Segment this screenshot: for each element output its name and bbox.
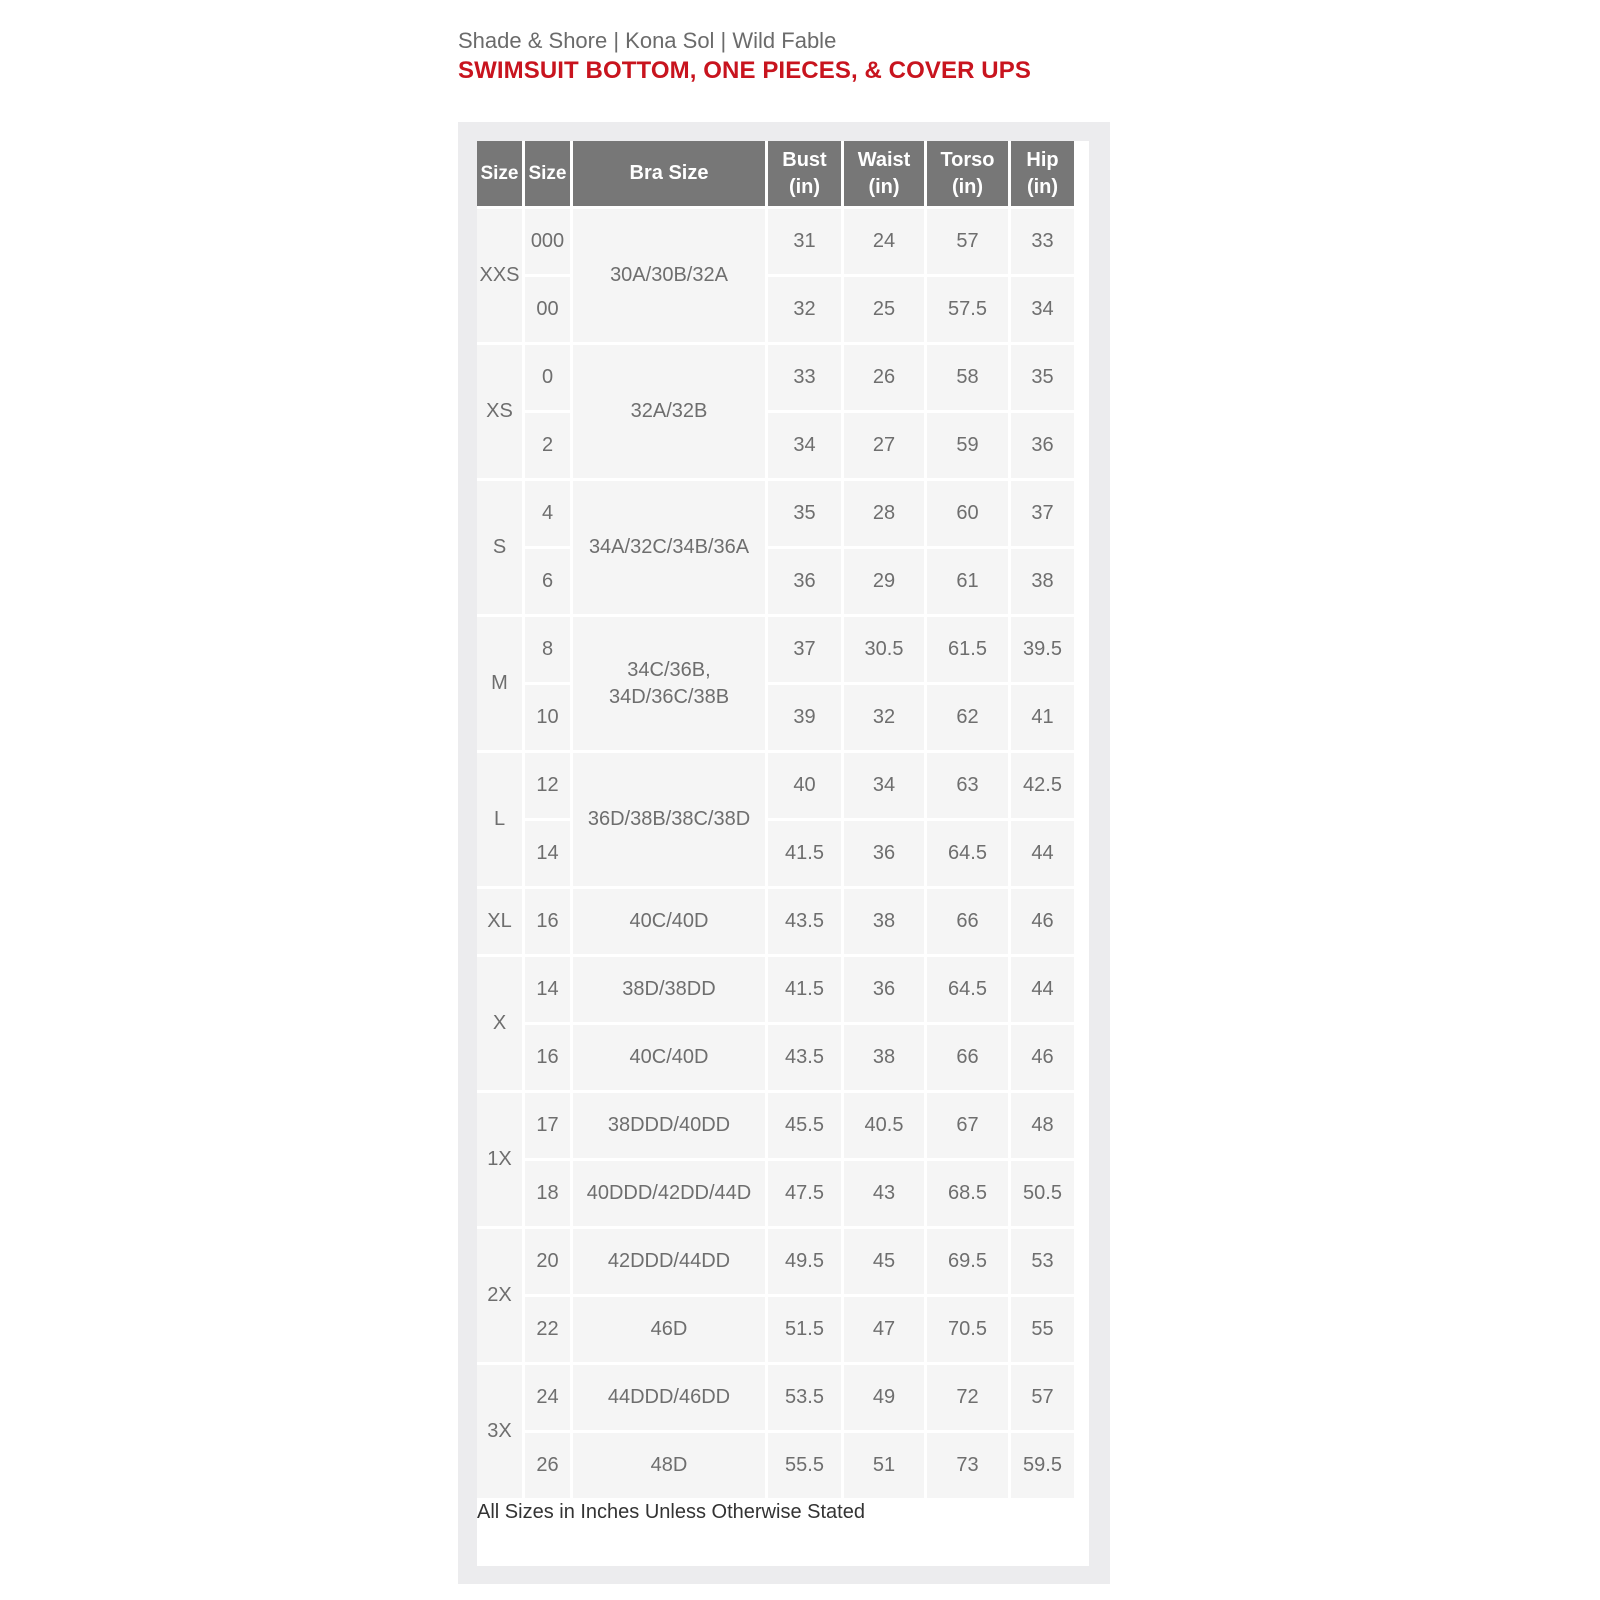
table-row [477,821,1074,886]
size-number-cell: 00 [525,277,570,342]
bust-cell: 32 [768,277,841,342]
hip-cell: 37 [1011,481,1074,546]
size-number-cell: 17 [525,1093,570,1158]
torso-cell: 59 [927,413,1008,478]
torso-cell: 61.5 [927,617,1008,682]
torso-cell: 58 [927,345,1008,410]
footnote: All Sizes in Inches Unless Otherwise Stated [477,1501,865,1523]
col-size-number-header: Size [525,141,570,206]
hip-cell: 44 [1011,957,1074,1022]
torso-cell: 62 [927,685,1008,750]
size-number-cell: 24 [525,1365,570,1430]
table-row [477,1093,1074,1158]
size-letter-cell: M [477,617,522,750]
col-bra-size-header: Bra Size [573,141,765,206]
waist-cell: 36 [844,821,924,886]
hip-cell: 41 [1011,685,1074,750]
size-letter-cell: 1X [477,1093,522,1226]
bra-size-cell: 38DDD/40DD [573,1093,765,1158]
bust-cell: 47.5 [768,1161,841,1226]
size-number-cell: 16 [525,1025,570,1090]
size-letter-cell: 2X [477,1229,522,1362]
size-chart-panel [458,122,1110,1584]
bust-cell: 40 [768,753,841,818]
size-number-cell: 8 [525,617,570,682]
table-body [477,209,1074,1498]
col-torso-header: Torso (in) [927,141,1008,206]
bust-cell: 41.5 [768,821,841,886]
size-number-cell: 16 [525,889,570,954]
bra-size-cell: 40C/40D [573,889,765,954]
size-letter-cell: L [477,753,522,886]
hip-cell: 55 [1011,1297,1074,1362]
table-row [477,957,1074,1022]
table-row [477,209,1074,274]
torso-cell: 60 [927,481,1008,546]
bust-cell: 43.5 [768,889,841,954]
waist-cell: 25 [844,277,924,342]
torso-cell: 69.5 [927,1229,1008,1294]
col-waist-header: Waist (in) [844,141,924,206]
size-number-cell: 14 [525,957,570,1022]
size-number-cell: 14 [525,821,570,886]
bra-size-cell: 38D/38DD [573,957,765,1022]
torso-cell: 64.5 [927,957,1008,1022]
hip-cell: 36 [1011,413,1074,478]
waist-cell: 51 [844,1433,924,1498]
col-bust-header: Bust (in) [768,141,841,206]
size-number-cell: 26 [525,1433,570,1498]
table-row [477,753,1074,818]
hip-cell: 44 [1011,821,1074,886]
bra-size-cell: 40DDD/42DD/44D [573,1161,765,1226]
hip-cell: 46 [1011,1025,1074,1090]
torso-cell: 64.5 [927,821,1008,886]
bra-size-cell: 34C/36B, 34D/36C/38B [573,617,765,750]
torso-cell: 73 [927,1433,1008,1498]
bust-cell: 51.5 [768,1297,841,1362]
size-number-cell: 4 [525,481,570,546]
waist-cell: 43 [844,1161,924,1226]
col-hip-header: Hip (in) [1011,141,1074,206]
waist-cell: 32 [844,685,924,750]
table-row [477,1365,1074,1430]
bra-size-cell: 42DDD/44DD [573,1229,765,1294]
waist-cell: 28 [844,481,924,546]
bust-cell: 39 [768,685,841,750]
bust-cell: 31 [768,209,841,274]
table-row [477,549,1074,614]
hip-cell: 34 [1011,277,1074,342]
size-number-cell: 000 [525,209,570,274]
waist-cell: 29 [844,549,924,614]
hip-cell: 33 [1011,209,1074,274]
size-letter-cell: XS [477,345,522,478]
size-letter-cell: S [477,481,522,614]
bust-cell: 34 [768,413,841,478]
waist-cell: 49 [844,1365,924,1430]
torso-cell: 66 [927,1025,1008,1090]
bust-cell: 43.5 [768,1025,841,1090]
table-row [477,413,1074,478]
hip-cell: 38 [1011,549,1074,614]
table-row [477,1161,1074,1226]
size-number-cell: 18 [525,1161,570,1226]
hip-cell: 57 [1011,1365,1074,1430]
size-number-cell: 0 [525,345,570,410]
torso-cell: 70.5 [927,1297,1008,1362]
waist-cell: 45 [844,1229,924,1294]
table-header-row [477,141,1074,206]
torso-cell: 66 [927,889,1008,954]
size-number-cell: 22 [525,1297,570,1362]
size-chart-title: SWIMSUIT BOTTOM, ONE PIECES, & COVER UPS [458,57,1031,84]
waist-cell: 27 [844,413,924,478]
bust-cell: 35 [768,481,841,546]
bust-cell: 45.5 [768,1093,841,1158]
table-row [477,617,1074,682]
waist-cell: 26 [844,345,924,410]
waist-cell: 30.5 [844,617,924,682]
bra-size-cell: 48D [573,1433,765,1498]
hip-cell: 46 [1011,889,1074,954]
hip-cell: 39.5 [1011,617,1074,682]
waist-cell: 38 [844,889,924,954]
size-number-cell: 12 [525,753,570,818]
size-chart-inner [477,141,1089,1566]
table-row [477,1025,1074,1090]
hip-cell: 53 [1011,1229,1074,1294]
table-row [477,685,1074,750]
col-size-letter-header: Size [477,141,522,206]
hip-cell: 48 [1011,1093,1074,1158]
bra-size-cell: 34A/32C/34B/36A [573,481,765,614]
torso-cell: 72 [927,1365,1008,1430]
bust-cell: 33 [768,345,841,410]
bra-size-cell: 44DDD/46DD [573,1365,765,1430]
hip-cell: 50.5 [1011,1161,1074,1226]
torso-cell: 61 [927,549,1008,614]
waist-cell: 47 [844,1297,924,1362]
brand-list: Shade & Shore | Kona Sol | Wild Fable [458,28,837,53]
table-row [477,481,1074,546]
bra-size-cell: 32A/32B [573,345,765,478]
bust-cell: 36 [768,549,841,614]
bust-cell: 37 [768,617,841,682]
waist-cell: 38 [844,1025,924,1090]
size-chart-table [474,138,1077,1501]
hip-cell: 42.5 [1011,753,1074,818]
waist-cell: 40.5 [844,1093,924,1158]
table-row [477,1297,1074,1362]
torso-cell: 63 [927,753,1008,818]
waist-cell: 36 [844,957,924,1022]
bust-cell: 55.5 [768,1433,841,1498]
size-letter-cell: 3X [477,1365,522,1498]
size-letter-cell: X [477,957,522,1090]
torso-cell: 67 [927,1093,1008,1158]
size-letter-cell: XL [477,889,522,954]
size-letter-cell: XXS [477,209,522,342]
table-row [477,345,1074,410]
bust-cell: 49.5 [768,1229,841,1294]
torso-cell: 68.5 [927,1161,1008,1226]
size-number-cell: 10 [525,685,570,750]
size-number-cell: 2 [525,413,570,478]
hip-cell: 59.5 [1011,1433,1074,1498]
size-number-cell: 6 [525,549,570,614]
table-row [477,1433,1074,1498]
bra-size-cell: 46D [573,1297,765,1362]
bra-size-cell: 40C/40D [573,1025,765,1090]
torso-cell: 57 [927,209,1008,274]
bust-cell: 41.5 [768,957,841,1022]
waist-cell: 24 [844,209,924,274]
table-row [477,277,1074,342]
bra-size-cell: 36D/38B/38C/38D [573,753,765,886]
bra-size-cell: 30A/30B/32A [573,209,765,342]
hip-cell: 35 [1011,345,1074,410]
size-number-cell: 20 [525,1229,570,1294]
waist-cell: 34 [844,753,924,818]
torso-cell: 57.5 [927,277,1008,342]
bust-cell: 53.5 [768,1365,841,1430]
table-row [477,1229,1074,1294]
table-row [477,889,1074,954]
